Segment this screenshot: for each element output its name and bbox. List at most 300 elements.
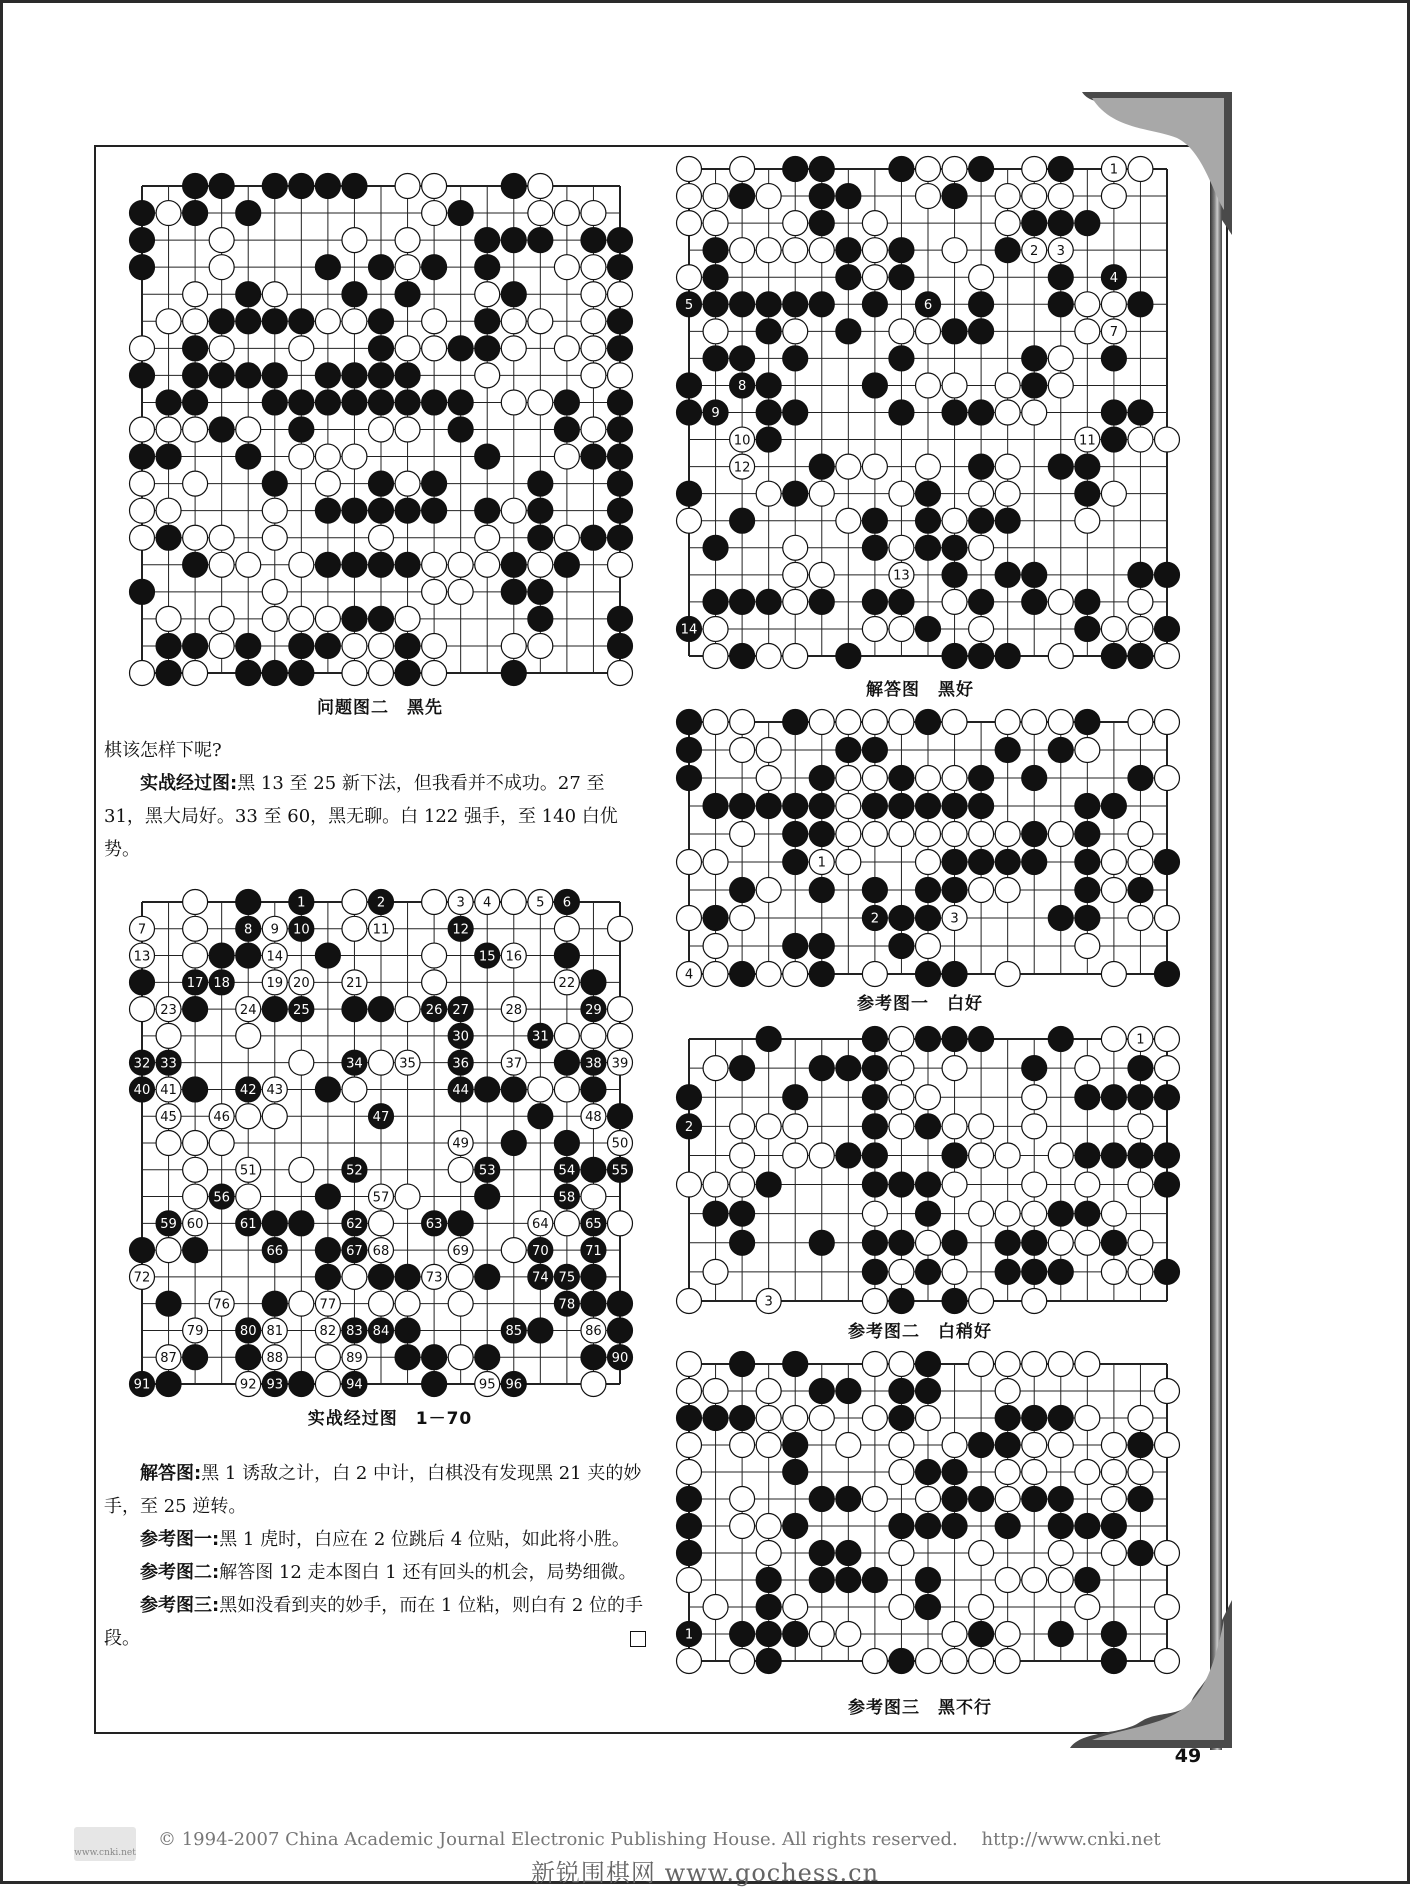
white-stone <box>1128 1460 1153 1485</box>
move-number: 74 <box>531 1270 549 1286</box>
black-stone <box>1048 292 1073 317</box>
white-stone <box>730 157 755 182</box>
black-stone <box>1048 1259 1073 1284</box>
black-stone <box>1075 481 1100 506</box>
black-stone <box>862 1568 887 1593</box>
move-number: 84 <box>372 1324 390 1340</box>
black-stone <box>209 363 234 388</box>
black-stone <box>862 589 887 614</box>
white-stone <box>862 454 887 479</box>
white-stone <box>1155 1056 1180 1081</box>
white-stone <box>916 1649 941 1674</box>
white-stone <box>422 309 447 334</box>
black-stone <box>1128 766 1153 791</box>
white-stone <box>528 633 553 658</box>
black-stone <box>1022 562 1047 587</box>
black-stone <box>756 319 781 344</box>
white-stone <box>262 525 287 550</box>
caption-ref2: 参考图二 白稍好 <box>848 1322 992 1342</box>
black-stone <box>554 552 579 577</box>
black-stone <box>916 1514 941 1539</box>
black-stone <box>836 1568 861 1593</box>
white-stone <box>422 174 447 199</box>
black-stone <box>969 850 994 875</box>
white-stone <box>448 1345 473 1370</box>
white-stone <box>289 1291 314 1316</box>
move-number: 63 <box>425 1217 443 1233</box>
white-stone <box>209 228 234 253</box>
footer <box>0 1815 1410 1885</box>
black-stone <box>836 1056 861 1081</box>
paragraph-ref1 <box>104 1523 646 1556</box>
move-number: 43 <box>266 1083 284 1099</box>
black-stone <box>342 498 367 523</box>
black-stone <box>756 373 781 398</box>
black-stone <box>289 633 314 658</box>
black-stone <box>236 890 261 915</box>
white-stone <box>809 1622 834 1647</box>
white-stone <box>1048 710 1073 735</box>
black-stone <box>581 444 606 469</box>
white-stone <box>1022 1085 1047 1110</box>
white-stone <box>809 481 834 506</box>
move-number: 18 <box>213 976 231 992</box>
move-number: 50 <box>611 1136 629 1152</box>
white-stone <box>756 766 781 791</box>
black-stone <box>703 265 728 290</box>
white-stone <box>916 454 941 479</box>
black-stone <box>501 174 526 199</box>
black-stone <box>862 1027 887 1052</box>
black-stone <box>783 934 808 959</box>
black-stone <box>501 1077 526 1102</box>
white-stone <box>677 850 702 875</box>
black-stone <box>342 174 367 199</box>
black-stone <box>395 390 420 415</box>
black-stone <box>836 1541 861 1566</box>
white-stone <box>608 997 633 1022</box>
white-stone <box>969 1541 994 1566</box>
black-stone <box>369 471 394 496</box>
move-number: 3 <box>456 895 465 911</box>
white-stone <box>1101 1487 1126 1512</box>
white-stone <box>783 644 808 669</box>
white-stone <box>342 916 367 941</box>
move-number: 78 <box>558 1297 576 1313</box>
black-stone <box>262 471 287 496</box>
black-stone <box>183 997 208 1022</box>
white-stone <box>183 1157 208 1182</box>
white-stone <box>501 633 526 658</box>
move-number: 5 <box>684 298 694 314</box>
white-stone <box>395 606 420 631</box>
black-stone <box>1022 1487 1047 1512</box>
lead-actual: 实战经过图: <box>140 773 238 794</box>
move-number: 14 <box>266 949 284 965</box>
move-number: 75 <box>558 1270 576 1286</box>
caption-ref1: 参考图一 白好 <box>857 994 983 1014</box>
black-stone <box>1022 1056 1047 1081</box>
black-stone <box>501 552 526 577</box>
black-stone <box>1048 265 1073 290</box>
black-stone <box>942 850 967 875</box>
go-board-ref3 <box>675 1350 1181 1675</box>
black-stone <box>475 255 500 280</box>
black-stone <box>916 535 941 560</box>
black-stone <box>836 1379 861 1404</box>
white-stone <box>581 417 606 442</box>
white-stone <box>236 417 261 442</box>
black-stone <box>1101 1143 1126 1168</box>
move-number: 61 <box>239 1217 257 1233</box>
move-number: 58 <box>558 1190 576 1206</box>
black-stone <box>942 1027 967 1052</box>
white-stone <box>156 498 181 523</box>
black-stone <box>1128 1487 1153 1512</box>
black-stone <box>809 157 834 182</box>
white-stone <box>862 766 887 791</box>
white-stone <box>130 997 155 1022</box>
white-stone <box>783 1406 808 1431</box>
black-stone <box>581 1077 606 1102</box>
move-number: 25 <box>292 1002 310 1018</box>
white-stone <box>528 174 553 199</box>
black-stone <box>608 390 633 415</box>
black-stone <box>916 1027 941 1052</box>
white-stone <box>1022 710 1047 735</box>
move-number: 95 <box>478 1377 496 1393</box>
white-stone <box>916 822 941 847</box>
move-number: 2 <box>1030 243 1039 259</box>
white-stone <box>916 1230 941 1255</box>
white-stone <box>342 228 367 253</box>
white-stone <box>756 878 781 903</box>
black-stone <box>809 1379 834 1404</box>
white-stone <box>1075 508 1100 533</box>
black-stone <box>783 1460 808 1485</box>
black-stone <box>1048 1201 1073 1226</box>
black-stone <box>130 579 155 604</box>
white-stone <box>369 661 394 686</box>
white-stone <box>995 1487 1020 1512</box>
white-stone <box>183 525 208 550</box>
black-stone <box>995 1514 1020 1539</box>
black-stone <box>916 878 941 903</box>
black-stone <box>969 644 994 669</box>
black-stone <box>836 738 861 763</box>
black-stone <box>369 498 394 523</box>
black-stone <box>995 238 1020 263</box>
white-stone <box>1101 850 1126 875</box>
lead-ref3: 参考图三: <box>140 1595 220 1616</box>
go-board-ref1 <box>675 708 1181 988</box>
white-stone <box>1155 1433 1180 1458</box>
white-stone <box>809 1143 834 1168</box>
white-stone <box>783 1595 808 1620</box>
white-stone <box>608 552 633 577</box>
black-stone <box>528 606 553 631</box>
move-number: 48 <box>585 1109 602 1125</box>
white-stone <box>448 552 473 577</box>
black-stone <box>730 878 755 903</box>
white-stone <box>942 157 967 182</box>
move-number: 27 <box>452 1002 470 1018</box>
black-stone <box>1101 1514 1126 1539</box>
black-stone <box>475 309 500 334</box>
black-stone <box>916 906 941 931</box>
white-stone <box>783 535 808 560</box>
black-stone <box>1101 644 1126 669</box>
black-stone <box>969 1027 994 1052</box>
paragraph-answer <box>104 1457 646 1523</box>
white-stone <box>756 481 781 506</box>
move-number: 44 <box>452 1083 470 1099</box>
black-stone <box>809 1568 834 1593</box>
black-stone <box>969 319 994 344</box>
black-stone <box>862 1230 887 1255</box>
black-stone <box>969 1622 994 1647</box>
black-stone <box>289 390 314 415</box>
white-stone <box>289 336 314 361</box>
black-stone <box>809 878 834 903</box>
move-number: 87 <box>160 1350 177 1366</box>
black-stone <box>501 579 526 604</box>
white-stone <box>1101 481 1126 506</box>
black-stone <box>156 633 181 658</box>
black-stone <box>862 373 887 398</box>
white-stone <box>422 552 447 577</box>
move-number: 21 <box>346 976 363 992</box>
white-stone <box>862 265 887 290</box>
move-number: 70 <box>531 1243 549 1259</box>
move-number: 89 <box>346 1350 363 1366</box>
white-stone <box>730 1143 755 1168</box>
white-stone <box>554 255 579 280</box>
white-stone <box>756 238 781 263</box>
black-stone <box>289 417 314 442</box>
white-stone <box>1075 1056 1100 1081</box>
white-stone <box>756 962 781 987</box>
white-stone <box>183 661 208 686</box>
white-stone <box>554 444 579 469</box>
white-stone <box>703 644 728 669</box>
move-number: 32 <box>133 1056 151 1072</box>
white-stone <box>342 633 367 658</box>
move-number: 55 <box>611 1163 629 1179</box>
black-stone <box>1101 1085 1126 1110</box>
black-stone <box>942 644 967 669</box>
white-stone <box>1101 616 1126 641</box>
white-stone <box>156 309 181 334</box>
white-stone <box>677 157 702 182</box>
black-stone <box>315 552 340 577</box>
white-stone <box>422 943 447 968</box>
black-stone <box>969 794 994 819</box>
black-stone <box>395 1345 420 1370</box>
move-number: 6 <box>562 895 572 911</box>
paragraph-ref2 <box>104 1556 646 1589</box>
black-stone <box>1048 906 1073 931</box>
black-stone <box>916 481 941 506</box>
white-stone <box>677 1289 702 1314</box>
black-stone <box>1048 157 1073 182</box>
white-stone <box>1101 962 1126 987</box>
white-stone <box>916 1487 941 1512</box>
black-stone <box>783 157 808 182</box>
black-stone <box>183 633 208 658</box>
white-stone <box>528 390 553 415</box>
move-number: 96 <box>505 1377 523 1393</box>
black-stone <box>756 1172 781 1197</box>
black-stone <box>889 346 914 371</box>
black-stone <box>809 822 834 847</box>
white-stone <box>1048 373 1073 398</box>
black-stone <box>1048 1027 1073 1052</box>
black-stone <box>916 1595 941 1620</box>
white-stone <box>1022 1433 1047 1458</box>
black-stone <box>756 1568 781 1593</box>
white-stone <box>262 606 287 631</box>
move-number: 8 <box>737 379 747 395</box>
black-stone <box>969 454 994 479</box>
white-stone <box>756 1433 781 1458</box>
white-stone <box>995 373 1020 398</box>
move-number: 46 <box>213 1109 231 1125</box>
white-stone <box>889 1259 914 1284</box>
white-stone <box>1048 1352 1073 1377</box>
white-stone <box>836 508 861 533</box>
white-stone <box>969 535 994 560</box>
white-stone <box>581 1184 606 1209</box>
black-stone <box>942 1460 967 1485</box>
white-stone <box>703 1379 728 1404</box>
black-stone <box>422 498 447 523</box>
black-stone <box>581 1264 606 1289</box>
black-stone <box>862 1172 887 1197</box>
move-number: 22 <box>558 976 576 992</box>
black-stone <box>1048 454 1073 479</box>
white-stone <box>1048 1568 1073 1593</box>
white-stone <box>942 1172 967 1197</box>
white-stone <box>1128 906 1153 931</box>
move-number: 86 <box>585 1324 602 1340</box>
black-stone <box>262 363 287 388</box>
black-stone <box>1101 1649 1126 1674</box>
white-stone <box>969 265 994 290</box>
move-number: 53 <box>478 1163 496 1179</box>
black-stone <box>369 255 394 280</box>
black-stone <box>916 1568 941 1593</box>
move-number: 13 <box>893 568 910 584</box>
white-stone <box>942 766 967 791</box>
white-stone <box>969 878 994 903</box>
white-stone <box>969 1114 994 1139</box>
white-stone <box>262 498 287 523</box>
black-stone <box>422 255 447 280</box>
black-stone <box>130 970 155 995</box>
black-stone <box>1075 589 1100 614</box>
black-stone <box>209 417 234 442</box>
white-stone <box>581 1023 606 1048</box>
black-stone <box>1048 1622 1073 1647</box>
black-stone <box>395 633 420 658</box>
black-stone <box>862 878 887 903</box>
white-stone <box>608 1023 633 1048</box>
black-stone <box>315 1077 340 1102</box>
black-stone <box>916 616 941 641</box>
move-number: 40 <box>133 1083 151 1099</box>
black-stone <box>342 282 367 307</box>
black-stone <box>130 201 155 226</box>
white-stone <box>1075 934 1100 959</box>
black-stone <box>422 471 447 496</box>
caption-actual: 实战经过图 1－70 <box>307 1409 473 1429</box>
white-stone <box>995 878 1020 903</box>
black-stone <box>995 562 1020 587</box>
white-stone <box>608 661 633 686</box>
move-number: 77 <box>319 1297 337 1313</box>
white-stone <box>183 916 208 941</box>
black-stone <box>581 525 606 550</box>
move-number: 45 <box>160 1109 177 1125</box>
black-stone <box>1075 616 1100 641</box>
move-number: 36 <box>452 1056 470 1072</box>
white-stone <box>677 508 702 533</box>
white-stone <box>889 1027 914 1052</box>
black-stone <box>1075 850 1100 875</box>
white-stone <box>395 417 420 442</box>
lead-answer: 解答图: <box>140 1463 202 1484</box>
move-number: 60 <box>186 1217 204 1233</box>
white-stone <box>1022 184 1047 209</box>
white-stone <box>581 201 606 226</box>
black-stone <box>809 292 834 317</box>
black-stone <box>889 1289 914 1314</box>
move-number: 57 <box>372 1190 390 1206</box>
white-stone <box>1048 644 1073 669</box>
black-stone <box>1022 589 1047 614</box>
black-stone <box>677 766 702 791</box>
black-stone <box>809 1541 834 1566</box>
white-stone <box>889 1056 914 1081</box>
black-stone <box>315 1264 340 1289</box>
black-stone <box>969 1487 994 1512</box>
black-stone <box>677 1514 702 1539</box>
white-stone <box>289 1050 314 1075</box>
white-stone <box>1101 878 1126 903</box>
white-stone <box>730 710 755 735</box>
white-stone <box>1155 644 1180 669</box>
white-stone <box>369 525 394 550</box>
white-stone <box>783 211 808 236</box>
black-stone <box>1022 211 1047 236</box>
move-number: 14 <box>680 622 698 638</box>
white-stone <box>703 211 728 236</box>
black-stone <box>1128 1085 1153 1110</box>
black-stone <box>677 1406 702 1431</box>
black-stone <box>1101 1622 1126 1647</box>
white-stone <box>730 906 755 931</box>
white-stone <box>1022 157 1047 182</box>
black-stone <box>730 1056 755 1081</box>
black-stone <box>1048 738 1073 763</box>
black-stone <box>236 661 261 686</box>
move-number: 1 <box>297 895 306 911</box>
black-stone <box>1155 1172 1180 1197</box>
white-stone <box>1155 427 1180 452</box>
white-stone <box>942 1433 967 1458</box>
white-stone <box>395 174 420 199</box>
